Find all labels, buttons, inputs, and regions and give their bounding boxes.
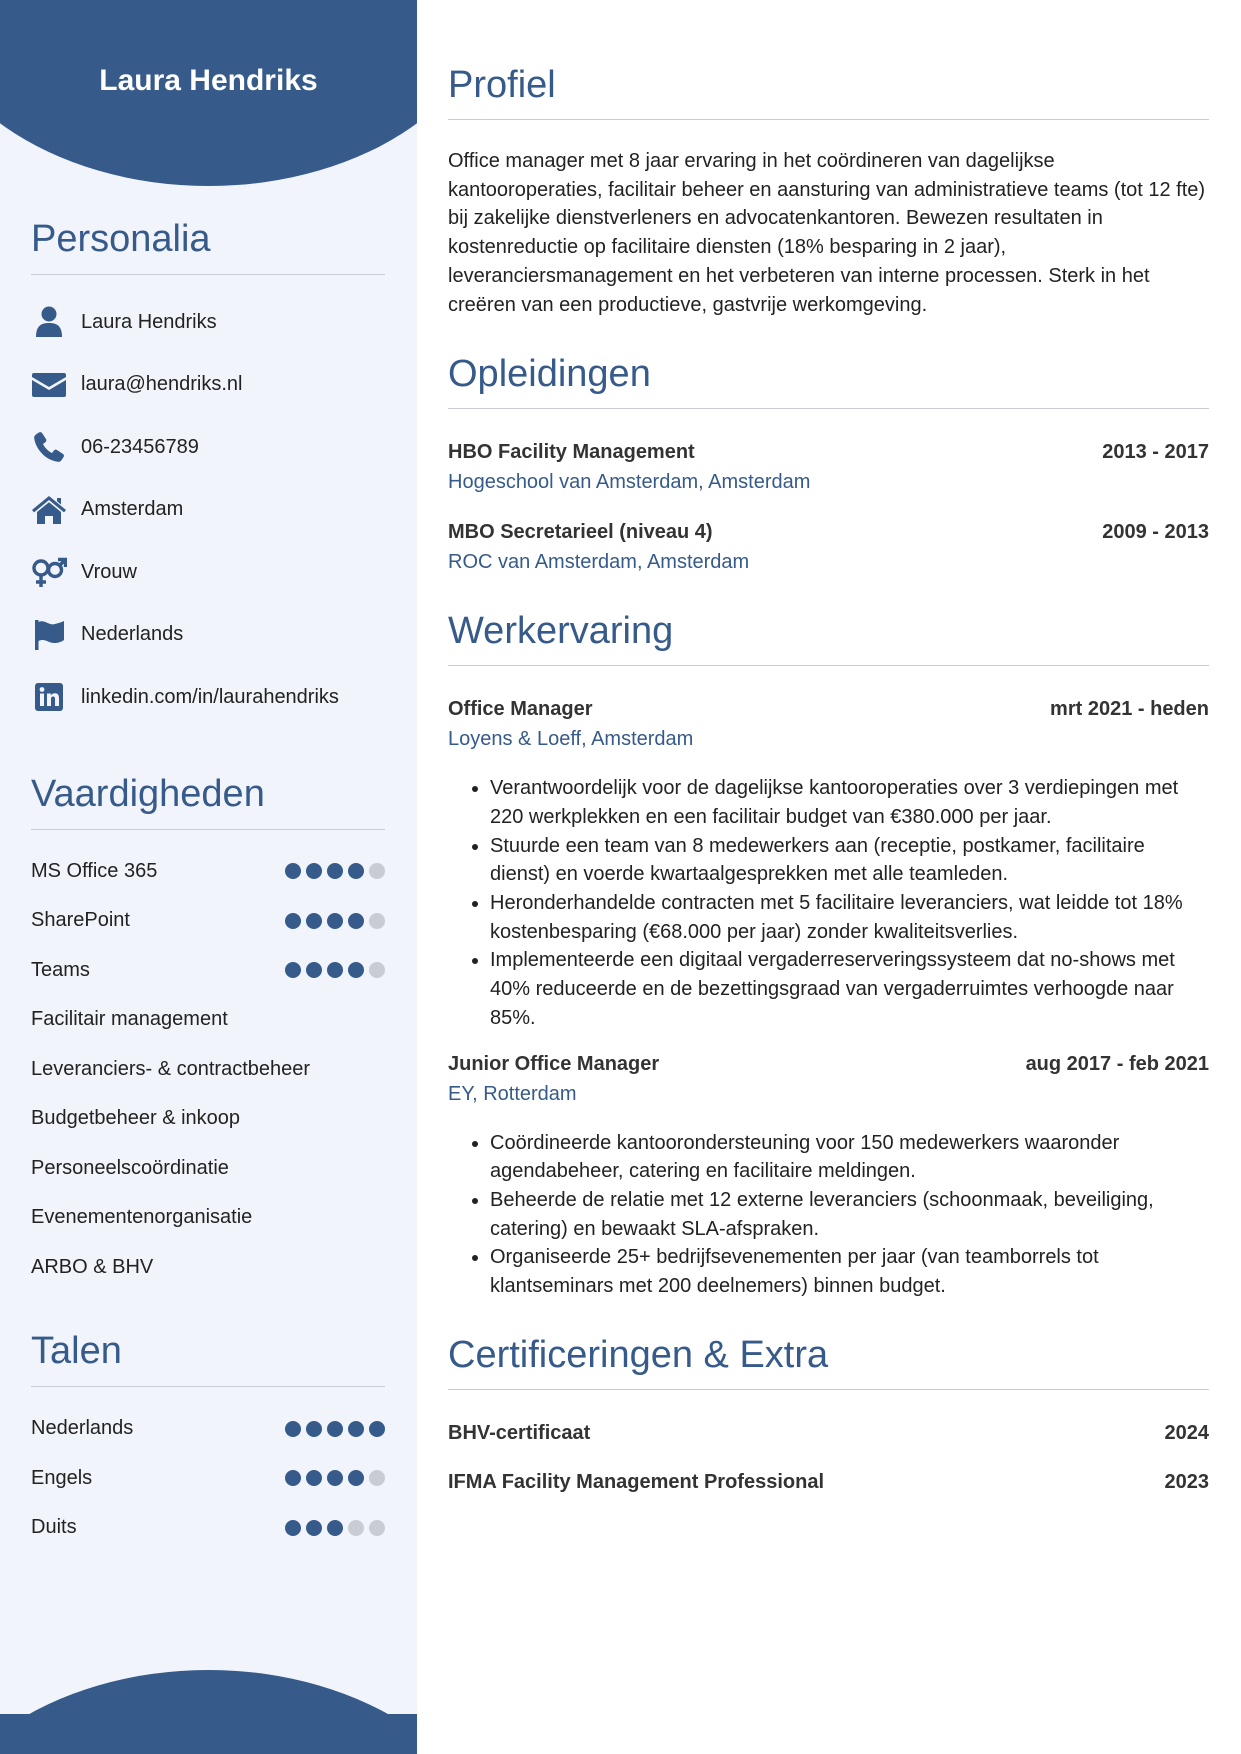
skill-name: Facilitair management <box>31 1008 228 1031</box>
contact-item <box>31 479 385 542</box>
skill-item <box>31 847 385 897</box>
rating-dot-empty <box>369 913 385 929</box>
job-bullet: • Heronderhandelde contracten met 5 facilitaire leveranciers, wat leidde tot 18% kostenbesparing (€68.000 per jaar) zonder kwaliteitsverlies. <box>490 889 1209 946</box>
rating-dot-empty <box>369 962 385 978</box>
skill-name: Teams <box>31 958 90 981</box>
job-bullet: • Verantwoordelijk voor de dagelijkse kantooroperaties over 3 verdiepingen met 220 werkplekken en een facilitair budget van €380.000 per jaar. <box>490 774 1209 831</box>
rating-dot-filled <box>285 962 301 978</box>
language-rating <box>285 1520 385 1536</box>
candidate-name: Laura Hendriks <box>99 64 318 97</box>
contact-item <box>31 666 385 729</box>
education-degree: HBO Facility Management <box>448 441 695 464</box>
phone-icon <box>31 430 67 464</box>
skill-name: Budgetbeheer & inkoop <box>31 1107 241 1130</box>
contact-item <box>31 416 385 479</box>
rating-dot-filled <box>327 863 343 879</box>
contact-item <box>31 354 385 417</box>
education-school: ROC van Amsterdam, Amsterdam <box>448 551 750 574</box>
skill-item <box>31 1193 385 1243</box>
main-content <box>448 0 1209 1494</box>
language-name: Engels <box>31 1466 93 1489</box>
rating-dot-filled <box>327 1470 343 1486</box>
job-bullet: • Coördineerde kantoorondersteuning voor 150 medewerkers waaronder agendabeheer, catering en facilitaire meldingen. <box>490 1129 1209 1186</box>
language-rating <box>285 1421 385 1437</box>
job-bullet: • Implementeerde een digitaal vergaderreserveringssysteem dat no-shows met 40% reduceerde en de bezettingsgraad van vergaderruimtes verhoogde naar 85%. <box>490 946 1209 1032</box>
rating-dot-filled <box>285 913 301 929</box>
skill-item <box>31 946 385 996</box>
skill-name: ARBO & BHV <box>31 1255 154 1278</box>
job-role: Office Manager <box>448 698 593 721</box>
rating-dot-filled <box>348 913 364 929</box>
rating-dot-filled <box>285 1470 301 1486</box>
envelope-icon <box>31 368 67 402</box>
certificeringen-heading: Certificeringen & Extra <box>448 1334 1209 1390</box>
talen-heading: Talen <box>31 1330 385 1387</box>
certificate-row <box>448 1422 1209 1445</box>
skill-rating <box>285 863 385 879</box>
language-item <box>31 1454 385 1504</box>
skill-item <box>31 1144 385 1194</box>
contact-city: Amsterdam <box>81 498 184 521</box>
profiel-heading: Profiel <box>448 64 1209 120</box>
skill-item <box>31 896 385 946</box>
personalia-heading: Personalia <box>31 218 385 275</box>
rating-dot-filled <box>285 1520 301 1536</box>
contact-email: laura@hendriks.nl <box>81 373 243 396</box>
flag-icon <box>31 618 67 652</box>
language-item <box>31 1503 385 1553</box>
skill-item <box>31 1045 385 1095</box>
rating-dot-filled <box>285 1421 301 1437</box>
job-bullets <box>448 774 1209 1032</box>
job-bullet: • Beheerde de relatie met 12 externe leveranciers (schoonmaak, beveiliging, catering) en bewaakt SLA-afspraken. <box>490 1186 1209 1243</box>
rating-dot-empty <box>369 1470 385 1486</box>
job-company: Loyens & Loeff, Amsterdam <box>448 728 694 751</box>
home-icon <box>31 493 67 527</box>
rating-dot-filled <box>327 962 343 978</box>
language-name: Duits <box>31 1516 77 1539</box>
job-entry <box>448 698 1209 1032</box>
contact-name: Laura Hendriks <box>81 310 217 333</box>
skill-name: Evenementenorganisatie <box>31 1206 253 1229</box>
language-name: Nederlands <box>31 1417 134 1440</box>
rating-dot-filled <box>285 863 301 879</box>
rating-dot-empty <box>348 1520 364 1536</box>
skills-list <box>31 847 385 1293</box>
skill-name: Personeelscoördinatie <box>31 1156 229 1179</box>
sidebar <box>0 0 417 1754</box>
contact-linkedin: linkedin.com/in/laurahendriks <box>81 685 339 708</box>
rating-dot-filled <box>348 863 364 879</box>
skill-name: SharePoint <box>31 909 130 932</box>
education-years: 2013 - 2017 <box>1102 441 1209 464</box>
certificate-year: 2024 <box>1164 1421 1209 1444</box>
job-period: mrt 2021 - heden <box>1050 698 1209 721</box>
gender-icon <box>31 555 67 589</box>
language-rating <box>285 1470 385 1486</box>
contact-phone: 06-23456789 <box>81 435 199 458</box>
languages-list <box>31 1404 385 1553</box>
rating-dot-filled <box>306 962 322 978</box>
sidebar-footer-band <box>0 1714 417 1754</box>
rating-dot-filled <box>348 962 364 978</box>
skill-rating <box>285 913 385 929</box>
skill-item <box>31 1094 385 1144</box>
job-period: aug 2017 - feb 2021 <box>1025 1052 1209 1075</box>
rating-dot-filled <box>348 1421 364 1437</box>
job-role: Junior Office Manager <box>448 1052 660 1075</box>
language-item <box>31 1404 385 1454</box>
education-entry <box>448 441 1209 494</box>
rating-dot-filled <box>306 863 322 879</box>
certificate-name: IFMA Facility Management Professional <box>448 1470 825 1493</box>
rating-dot-filled <box>327 1520 343 1536</box>
rating-dot-filled <box>306 913 322 929</box>
education-entry <box>448 521 1209 574</box>
rating-dot-filled <box>369 1421 385 1437</box>
rating-dot-empty <box>369 1520 385 1536</box>
werkervaring-heading: Werkervaring <box>448 610 1209 666</box>
certificate-row <box>448 1471 1209 1494</box>
skill-item <box>31 995 385 1045</box>
job-entry <box>448 1053 1209 1301</box>
rating-dot-filled <box>306 1421 322 1437</box>
education-school: Hogeschool van Amsterdam, Amsterdam <box>448 471 811 494</box>
job-company: EY, Rotterdam <box>448 1082 577 1105</box>
linkedin-icon <box>31 680 67 714</box>
profile-text: Office manager met 8 jaar ervaring in het coördineren van dagelijkse kantooroperaties, facilitair beheer en aansturing van administratieve teams (tot 12 fte) bij zakelijke dienstverleners en advocatenkantoren. Bewezen resultaten in kostenreductie op facilitaire diensten (18% besparing in 2 jaar), leveranciersmanagement en het verbeteren van interne processen. Sterk in het creëren van een productieve, gastvrije werkomgeving. <box>448 150 1206 316</box>
skill-rating <box>285 962 385 978</box>
skill-name: Leveranciers- & contractbeheer <box>31 1057 311 1080</box>
skill-item <box>31 1243 385 1293</box>
rating-dot-filled <box>327 913 343 929</box>
certificate-name: BHV-certificaat <box>448 1421 591 1444</box>
rating-dot-filled <box>306 1520 322 1536</box>
rating-dot-empty <box>369 863 385 879</box>
contact-item <box>31 291 385 354</box>
contact-gender: Vrouw <box>81 560 137 583</box>
contact-item <box>31 541 385 604</box>
job-bullet: • Organiseerde 25+ bedrijfsevenementen per jaar (van teamborrels tot klantseminars met 200 deelnemers) binnen budget. <box>490 1243 1209 1300</box>
rating-dot-filled <box>327 1421 343 1437</box>
certificate-year: 2023 <box>1164 1470 1209 1493</box>
vaardigheden-heading: Vaardigheden <box>31 773 385 830</box>
rating-dot-filled <box>306 1470 322 1486</box>
contact-list <box>31 291 385 729</box>
skill-name: MS Office 365 <box>31 859 158 882</box>
rating-dot-filled <box>348 1470 364 1486</box>
education-years: 2009 - 2013 <box>1102 521 1209 544</box>
opleidingen-heading: Opleidingen <box>448 353 1209 409</box>
contact-item <box>31 604 385 667</box>
job-bullets <box>448 1129 1209 1301</box>
education-degree: MBO Secretarieel (niveau 4) <box>448 521 713 544</box>
job-bullet: • Stuurde een team van 8 medewerkers aan (receptie, postkamer, facilitaire dienst) en voerde kwartaalgesprekken met alle teamleden. <box>490 832 1209 889</box>
contact-nationality: Nederlands <box>81 623 184 646</box>
user-icon <box>31 305 67 339</box>
